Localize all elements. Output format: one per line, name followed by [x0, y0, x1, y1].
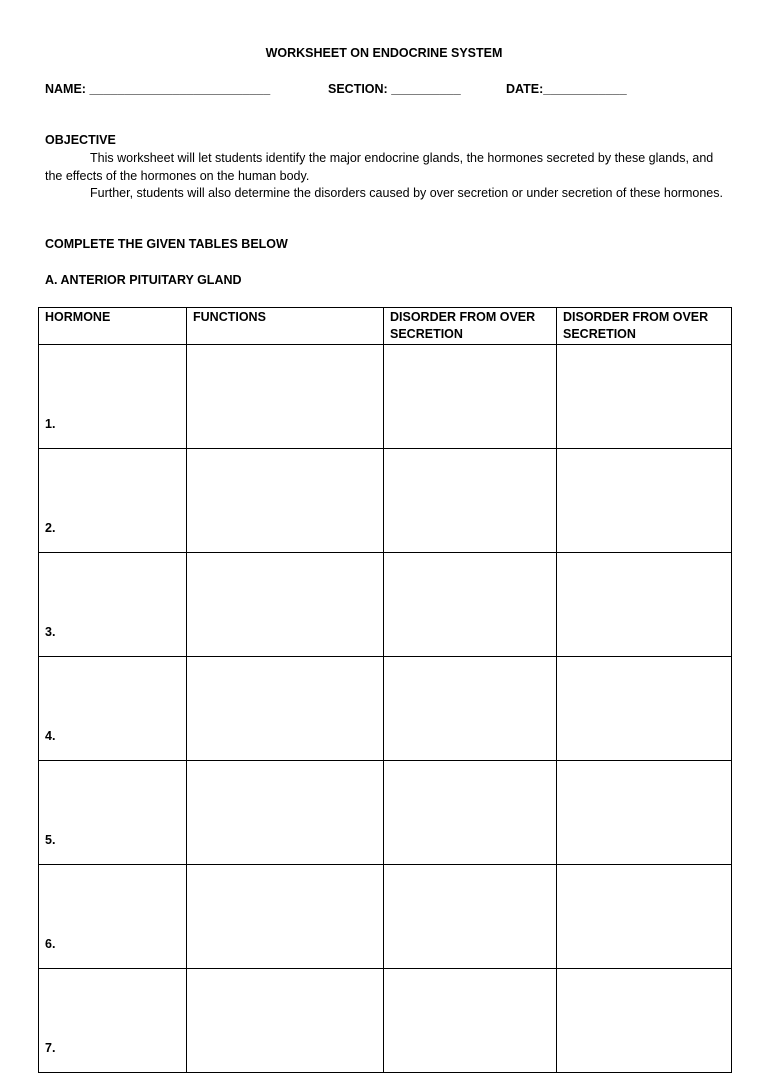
functions-cell[interactable] — [187, 553, 384, 657]
disorder-cell[interactable] — [557, 449, 732, 553]
table-row — [39, 657, 732, 761]
objective-paragraph-2 — [45, 185, 725, 203]
row-number[interactable]: 3. — [39, 553, 187, 657]
table-row — [39, 969, 732, 1073]
disorder-cell[interactable] — [557, 553, 732, 657]
disorder-cell[interactable] — [557, 761, 732, 865]
instructions: COMPLETE THE GIVEN TABLES BELOW — [45, 237, 288, 251]
row-number[interactable]: 7. — [39, 969, 187, 1073]
disorder-cell[interactable] — [384, 345, 557, 449]
functions-cell[interactable] — [187, 449, 384, 553]
table-header-row — [39, 308, 732, 345]
disorder-cell[interactable] — [557, 865, 732, 969]
table-row — [39, 553, 732, 657]
row-number[interactable]: 4. — [39, 657, 187, 761]
row-number[interactable]: 1. — [39, 345, 187, 449]
date-field[interactable]: DATE:____________ — [506, 82, 627, 96]
functions-cell[interactable] — [187, 865, 384, 969]
disorder-cell[interactable] — [384, 657, 557, 761]
column-header-disorder-2: DISORDER FROM OVER SECRETION — [557, 308, 732, 345]
table-row — [39, 345, 732, 449]
disorder-cell[interactable] — [384, 553, 557, 657]
section-a-heading: A. ANTERIOR PITUITARY GLAND — [45, 273, 242, 287]
objective-heading: OBJECTIVE — [45, 133, 116, 147]
disorder-cell[interactable] — [557, 657, 732, 761]
row-number[interactable]: 5. — [39, 761, 187, 865]
column-header-hormone: HORMONE — [39, 308, 187, 345]
disorder-cell[interactable] — [384, 865, 557, 969]
functions-cell[interactable] — [187, 761, 384, 865]
functions-cell[interactable] — [187, 969, 384, 1073]
worksheet-title: WORKSHEET ON ENDOCRINE SYSTEM — [265, 46, 503, 60]
anterior-pituitary-table — [38, 307, 732, 1073]
disorder-cell[interactable] — [384, 449, 557, 553]
section-field[interactable]: SECTION: __________ — [328, 82, 461, 96]
functions-cell[interactable] — [187, 345, 384, 449]
disorder-cell[interactable] — [557, 969, 732, 1073]
row-number[interactable]: 6. — [39, 865, 187, 969]
objective-paragraph-1-text: This worksheet will let students identify the major endocrine glands, the hormones secreted by these glands, and the effects of the hormones on the human body. — [45, 151, 714, 183]
name-field[interactable]: NAME: __________________________ — [45, 82, 271, 96]
disorder-cell[interactable] — [384, 761, 557, 865]
disorder-cell[interactable] — [557, 345, 732, 449]
table-row — [39, 449, 732, 553]
objective-paragraph-1 — [45, 150, 725, 185]
table-row — [39, 865, 732, 969]
functions-cell[interactable] — [187, 657, 384, 761]
column-header-functions: FUNCTIONS — [187, 308, 384, 345]
row-number[interactable]: 2. — [39, 449, 187, 553]
column-header-disorder-1: DISORDER FROM OVER SECRETION — [384, 308, 557, 345]
disorder-cell[interactable] — [384, 969, 557, 1073]
objective-paragraph-2-text: Further, students will also determine the disorders caused by over secretion or under secretion of these hormones. — [90, 186, 723, 200]
table-row — [39, 761, 732, 865]
